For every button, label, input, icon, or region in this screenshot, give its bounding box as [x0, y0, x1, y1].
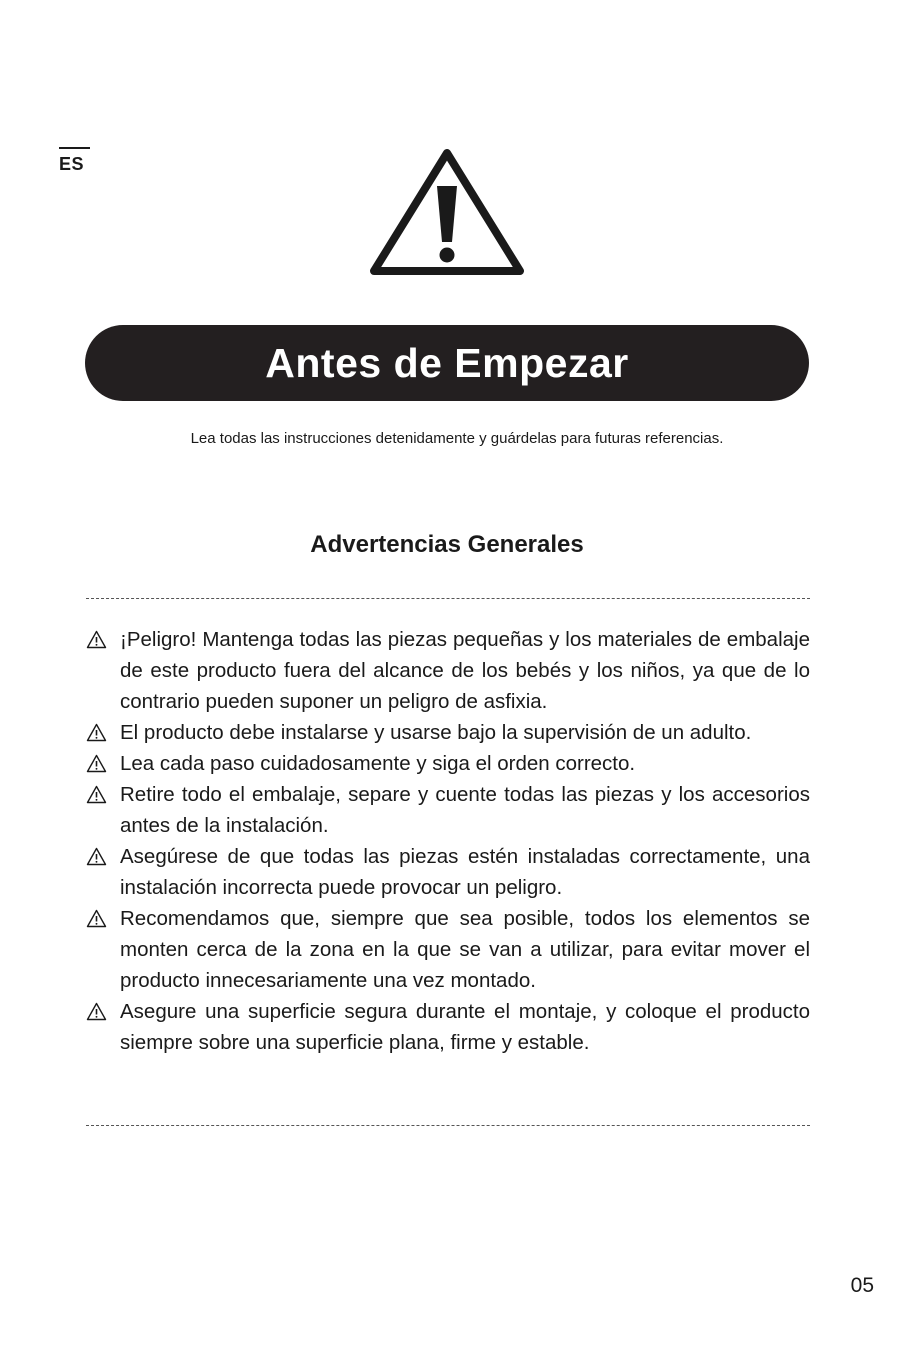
warning-triangle-exclamation-icon	[368, 144, 526, 276]
warning-triangle-icon	[86, 785, 107, 804]
title-banner	[85, 325, 809, 401]
warning-triangle-icon	[86, 1002, 107, 1021]
warning-text: Asegúrese de que todas las piezas estén instaladas correctamente, una instalación incorrecta puede provocar un peligro.	[120, 845, 810, 899]
page-number: 05	[850, 1274, 874, 1297]
page-title: Antes de Empezar	[265, 339, 629, 386]
warning-triangle-icon	[86, 630, 107, 649]
warning-text: Retire todo el embalaje, separe y cuente todas las piezas y los accesorios antes de la instalación.	[120, 783, 810, 837]
top-divider	[86, 598, 810, 599]
warning-item	[86, 779, 810, 841]
warning-item	[86, 624, 810, 717]
warnings-list	[86, 624, 810, 1058]
warning-text: El producto debe instalarse y usarse bajo la supervisión de un adulto.	[120, 721, 752, 744]
warning-triangle-icon	[86, 723, 107, 742]
section-title: Advertencias Generales	[310, 531, 584, 558]
warning-text: Recomendamos que, siempre que sea posible, todos los elementos se monten cerca de la zona en la que se van a utilizar, para evitar mover el producto innecesariamente una vez montado.	[120, 907, 810, 992]
warning-item	[86, 841, 810, 903]
language-tag: ES	[59, 147, 90, 175]
intro-text: Lea todas las instrucciones detenidamente y guárdelas para futuras referencias.	[190, 430, 724, 447]
warning-text: ¡Peligro! Mantenga todas las piezas pequeñas y los materiales de embalaje de este producto fuera del alcance de los bebés y los niños, ya que de lo contrario pueden suponer un peligro de asfixia.	[120, 628, 810, 713]
warning-item	[86, 748, 810, 779]
warning-text: Lea cada paso cuidadosamente y siga el orden correcto.	[120, 752, 636, 775]
warning-text: Asegure una superficie segura durante el montaje, y coloque el producto siempre sobre una superficie plana, firme y estable.	[120, 1000, 810, 1054]
warning-item	[86, 996, 810, 1058]
bottom-divider	[86, 1125, 810, 1126]
warning-item	[86, 717, 810, 748]
warning-triangle-icon	[86, 847, 107, 866]
warning-triangle-icon	[86, 754, 107, 773]
warning-triangle-icon	[86, 909, 107, 928]
warning-item	[86, 903, 810, 996]
